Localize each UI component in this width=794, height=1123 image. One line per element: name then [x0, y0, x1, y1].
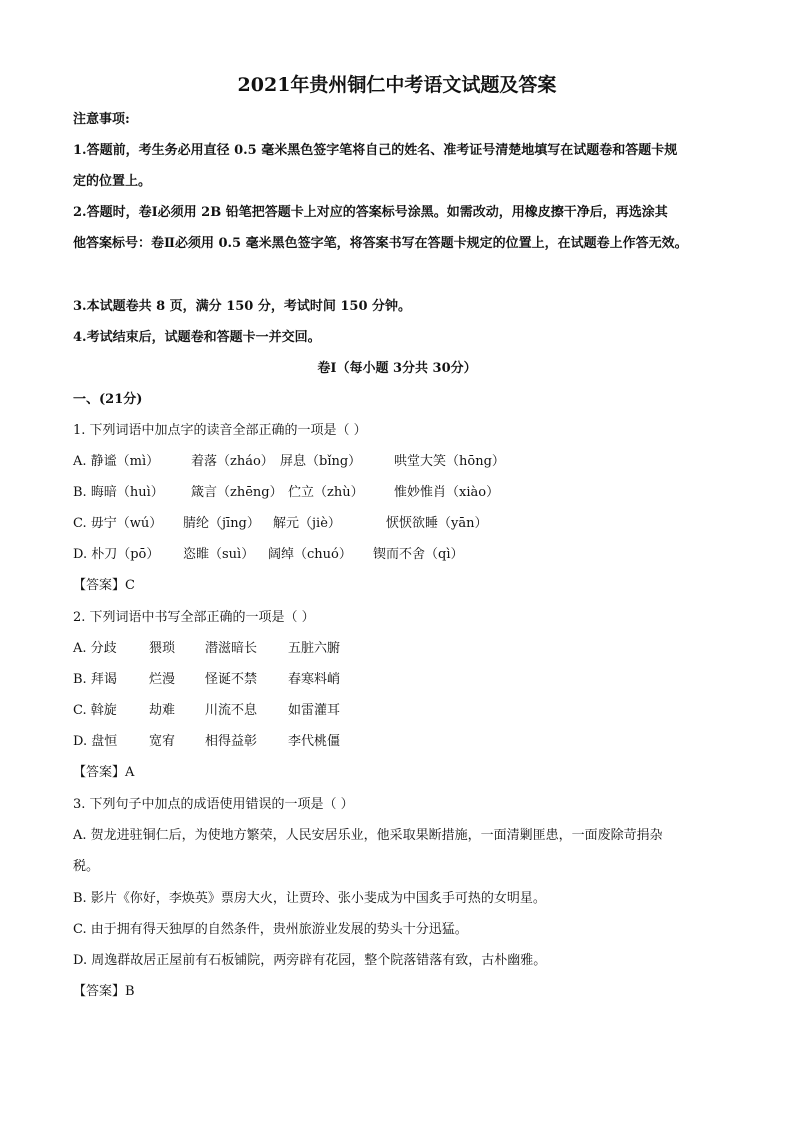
option-word: C. 毋宁（wú） — [73, 516, 163, 531]
option-word: 着落（zháo） — [191, 454, 274, 469]
document-title: 2021年贵州铜仁中考语文试题及答案 — [237, 74, 557, 96]
option-word: 腈纶（jīng） — [183, 516, 260, 531]
option-word: 潜滋暗长 — [205, 641, 258, 656]
option-word: 解元（jiè） — [273, 516, 341, 531]
option-word: 屏息（bǐng） — [280, 454, 362, 469]
option-word: 宽宥 — [149, 734, 176, 749]
question-3-option-b: B. 影片《你好，李焕英》票房大火，让贾玲、张小斐成为中国炙手可热的女明星。 — [73, 891, 546, 906]
option-word: 烂漫 — [149, 672, 176, 687]
question-1-stem: 1. 下列词语中加点字的读音全部正确的一项是（ ） — [73, 423, 367, 438]
notice-item-2-line-2: 他答案标号：卷Ⅱ必须用 0.5 毫米黑色签字笔，将答案书写在答题卡规定的位置上，在试题卷上作答无效。 — [73, 236, 688, 251]
option-word: 五脏六腑 — [288, 641, 341, 656]
notice-item-1-line-1: 1.答题前，考生务必用直径 0.5 毫米黑色签字笔将自己的姓名、准考证号清楚地填写在试题卷和答题卡规 — [73, 143, 678, 158]
option-word: 锲而不舍（qì） — [373, 547, 464, 562]
notice-item-1-line-2: 定的位置上。 — [73, 174, 152, 189]
notice-item-2-line-1: 2.答题时，卷Ⅰ必须用 2B 铅笔把答题卡上对应的答案标号涂黑。如需改动，用橡皮擦干净后，再选涂其 — [73, 205, 668, 220]
question-3-option-a-line-2: 税。 — [73, 859, 100, 874]
option-word: D. 盘恒 — [73, 734, 118, 749]
question-3-answer: 【答案】B — [73, 984, 135, 999]
option-word: 怪诞不禁 — [205, 672, 258, 687]
option-word: 哄堂大笑（hōng） — [394, 454, 505, 469]
option-word: A. 静谧（mì） — [73, 454, 160, 469]
notice-heading: 注意事项: — [73, 112, 130, 127]
option-word: 川流不息 — [205, 703, 258, 718]
option-word: 春寒料峭 — [288, 672, 341, 687]
part-heading: 一、(21分) — [73, 392, 143, 407]
question-2-stem: 2. 下列词语中书写全部正确的一项是（ ） — [73, 610, 315, 625]
question-3-option-d: D. 周逸群故居正屋前有石板铺院，两旁辟有花园，整个院落错落有致，古朴幽雅。 — [73, 953, 547, 968]
option-word: 惟妙惟肖（xiào） — [394, 485, 500, 500]
option-word: A. 分歧 — [73, 641, 117, 656]
option-word: 李代桃僵 — [288, 734, 341, 749]
option-word: 劫难 — [149, 703, 176, 718]
question-3-option-c: C. 由于拥有得天独厚的自然条件，贵州旅游业发展的势头十分迅猛。 — [73, 922, 468, 937]
option-word: 如雷灌耳 — [288, 703, 341, 718]
option-word: 恹恹欲睡（yān） — [386, 516, 488, 531]
option-word: 猥琐 — [149, 641, 176, 656]
question-3-stem: 3. 下列句子中加点的成语使用错误的一项是（ ） — [73, 797, 354, 812]
notice-item-4: 4.考试结束后，试题卷和答题卡一并交回。 — [73, 330, 321, 345]
section-heading: 卷Ⅰ（每小题 3分共 30分） — [317, 361, 477, 376]
question-3-option-a-line-1: A. 贺龙进驻铜仁后，为使地方繁荣，人民安居乐业，他采取果断措施，一面清剿匪患，一面废除苛捐杂 — [73, 828, 663, 843]
option-word: 伫立（zhù） — [288, 485, 364, 500]
option-word: C. 斡旋 — [73, 703, 117, 718]
notice-item-3: 3.本试题卷共 8 页，满分 150 分，考试时间 150 分钟。 — [73, 299, 412, 314]
option-word: B. 拜谒 — [73, 672, 117, 687]
option-word: 阔绰（chuó） — [268, 547, 352, 562]
question-1-answer: 【答案】C — [73, 578, 135, 593]
option-word: D. 朴刀（pō） — [73, 547, 160, 562]
option-word: B. 晦暗（huì） — [73, 485, 164, 500]
option-word: 相得益彰 — [205, 734, 258, 749]
option-word: 箴言（zhēng） — [191, 485, 283, 500]
question-2-answer: 【答案】A — [73, 765, 135, 780]
option-word: 恣睢（suì） — [183, 547, 255, 562]
